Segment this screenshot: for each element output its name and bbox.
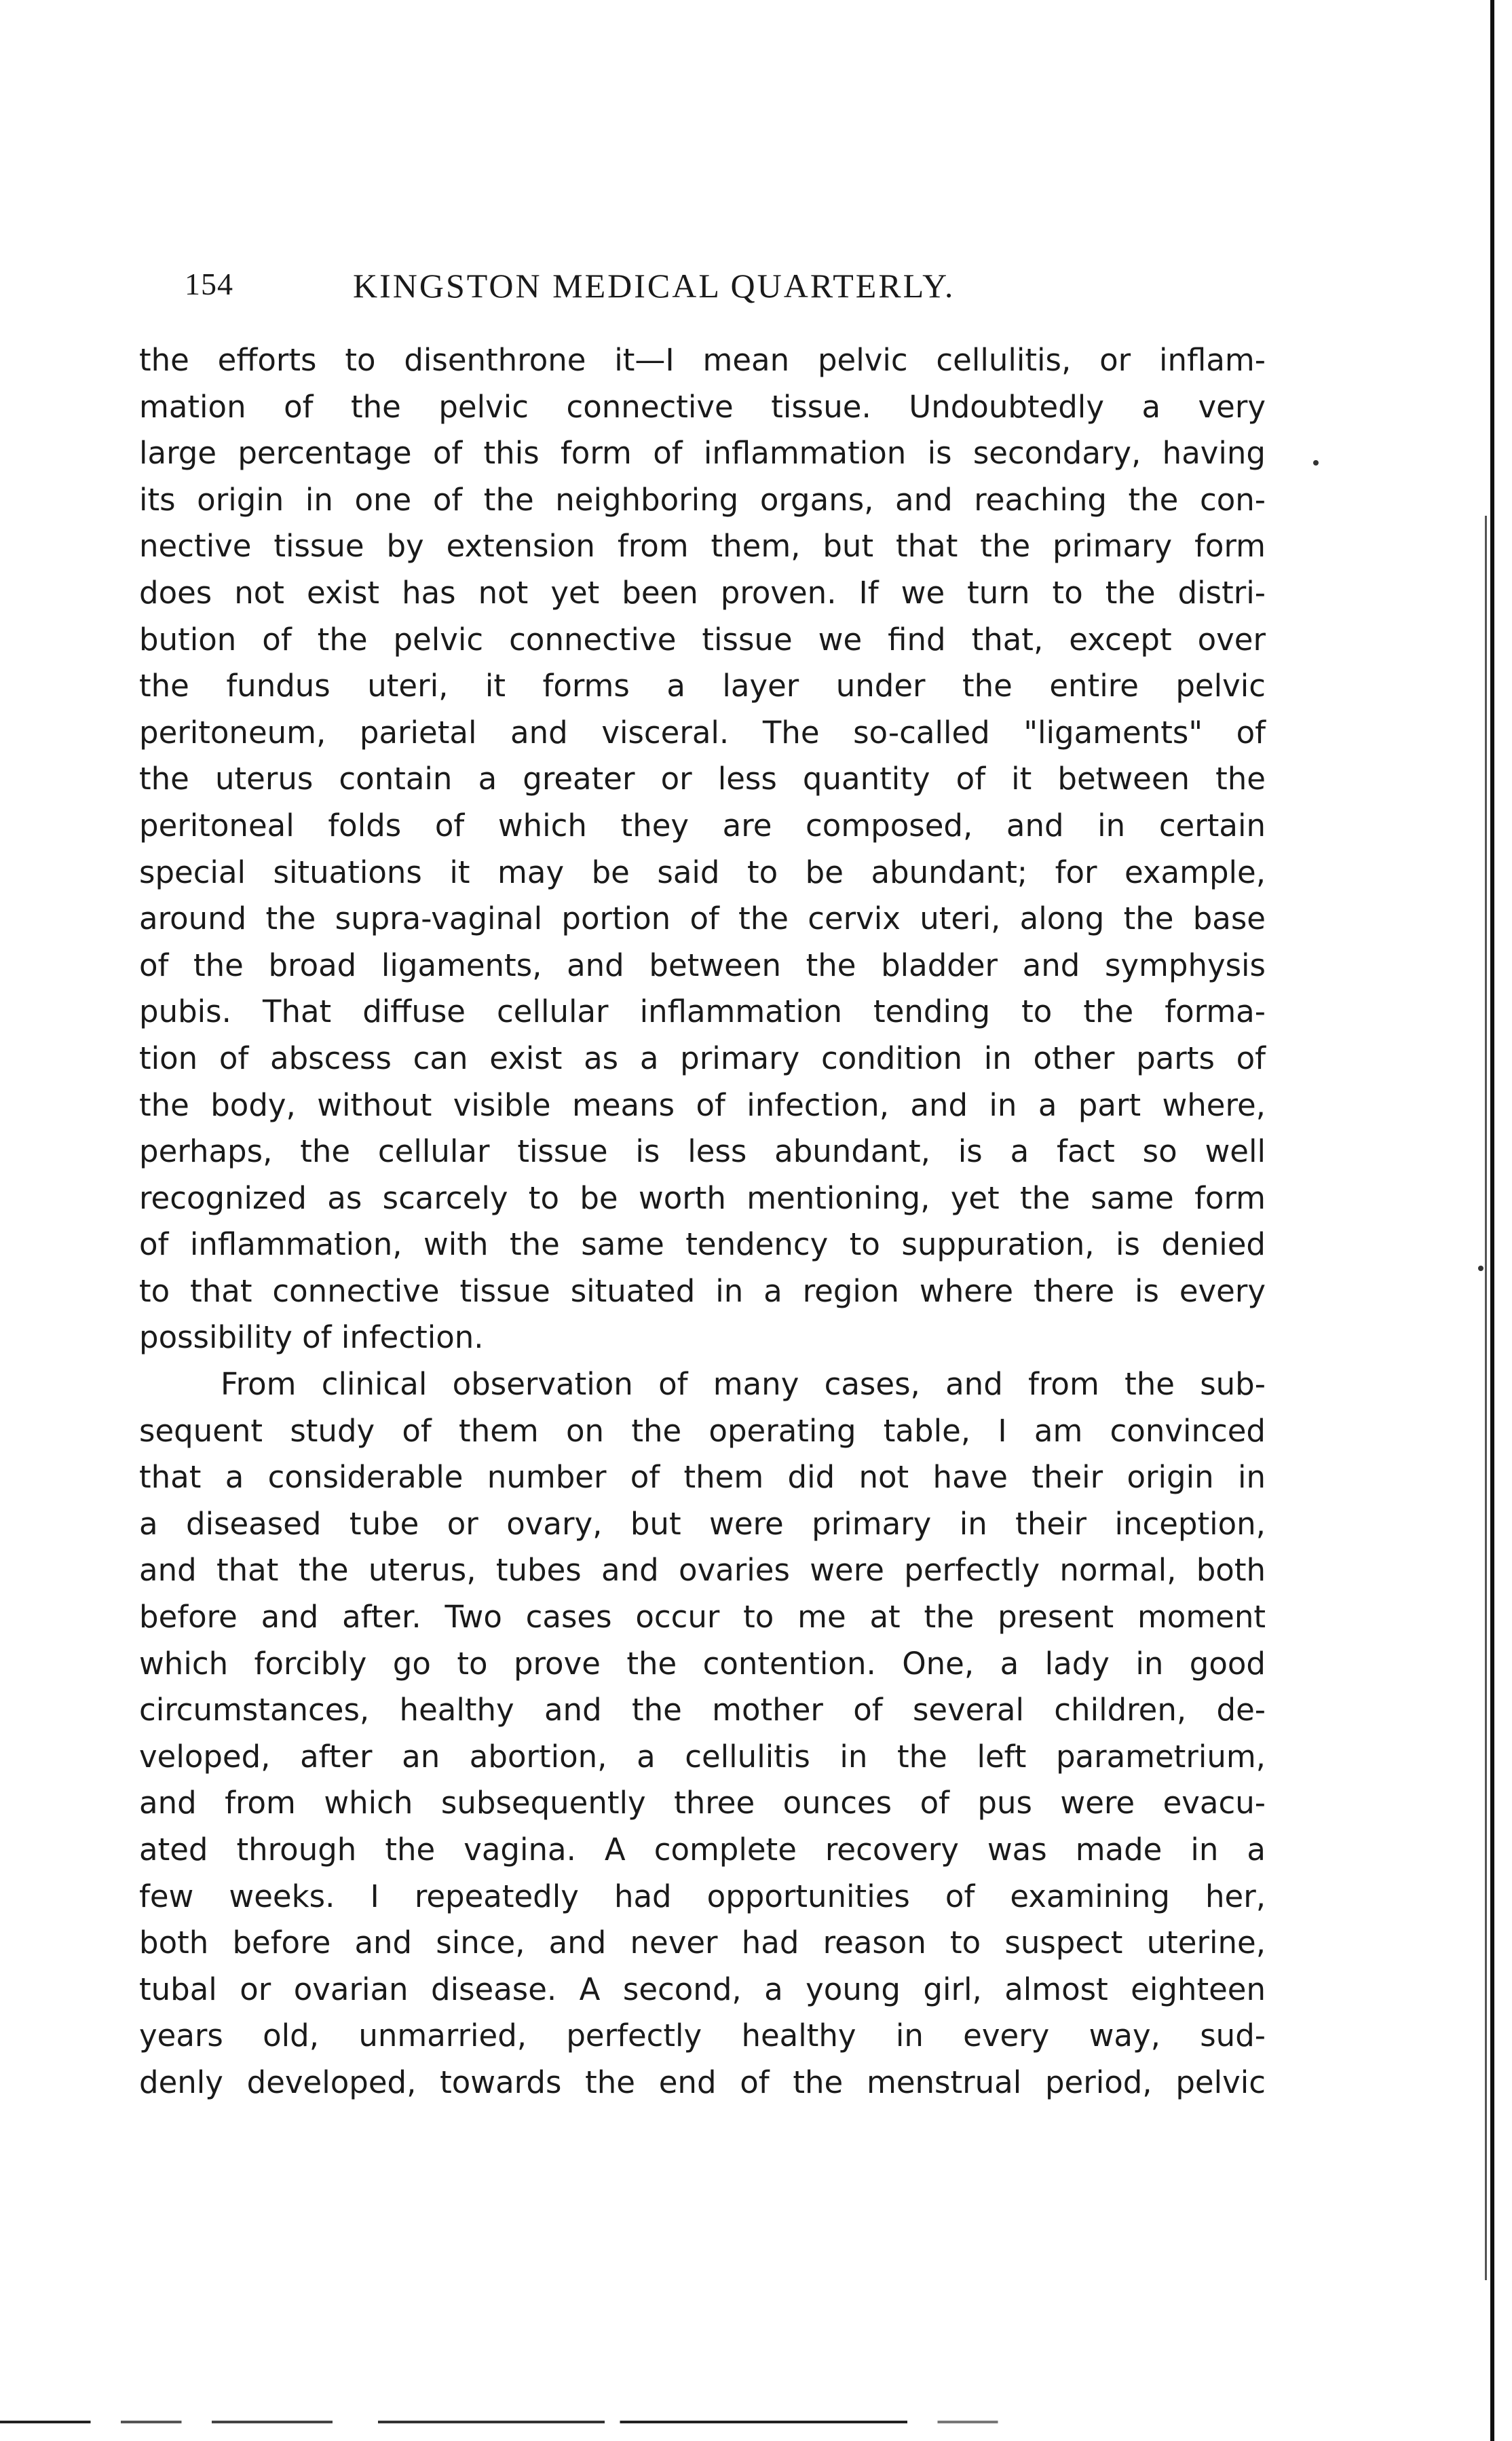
text-line: and from which subsequently three ounces of pus were evacu- — [139, 1785, 1266, 1821]
text-line: its origin in one of the neighboring organs, and reaching the con- — [139, 481, 1266, 518]
text-line: which forcibly go to prove the contention. One, a lady in good — [139, 1645, 1266, 1682]
text-line: tubal or ovarian disease. A second, a young girl, almost eighteen — [139, 1971, 1266, 2007]
text-line: of the broad ligaments, and between the bladder and symphysis — [139, 947, 1266, 983]
scan-bottom-edge — [0, 2421, 1512, 2423]
text-line: possibility of infection. — [139, 1319, 484, 1356]
text-line: both before and since, and never had reason to suspect uterine, — [139, 1925, 1266, 1961]
text-line: peritoneum, parietal and visceral. The so-called "ligaments" of — [139, 714, 1266, 751]
page-number: 154 — [185, 267, 233, 301]
text-line: From clinical observation of many cases, and from the sub- — [221, 1366, 1266, 1403]
text-line: few weeks. I repeatedly had opportunities of examining her, — [139, 1878, 1266, 1914]
text-line: and that the uterus, tubes and ovaries were perfectly normal, both — [139, 1552, 1266, 1589]
text-line: nective tissue by extension from them, but that the primary form — [139, 528, 1266, 565]
text-line: the efforts to disenthrone it—I mean pelvic cellulitis, or inflam- — [139, 342, 1266, 378]
text-line: years old, unmarried, perfectly healthy in every way, sud- — [139, 2018, 1266, 2054]
page-header — [185, 266, 1298, 307]
body-text — [139, 337, 1266, 2106]
scan-edge-shadow — [1485, 516, 1487, 2280]
text-line: bution of the pelvic connective tissue we find that, except over — [139, 621, 1266, 658]
text-line: before and after. Two cases occur to me at the present moment — [139, 1599, 1266, 1635]
text-line: does not exist has not yet been proven. If we turn to the distri- — [139, 574, 1266, 611]
text-line: the fundus uteri, it forms a layer under the entire pelvic — [139, 668, 1266, 704]
text-line: peritoneal folds of which they are composed, and in certain — [139, 807, 1266, 844]
text-line: denly developed, towards the end of the menstrual period, pelvic — [139, 2064, 1266, 2100]
paragraph-1 — [139, 337, 1266, 1361]
text-line: a diseased tube or ovary, but were primary in their inception, — [139, 1505, 1266, 1542]
text-line: special situations it may be said to be abundant; for example, — [139, 854, 1266, 890]
text-line: that a considerable number of them did not have their origin in — [139, 1459, 1266, 1496]
text-line: mation of the pelvic connective tissue. Undoubtedly a very — [139, 388, 1266, 425]
ink-speck — [1313, 460, 1319, 466]
ink-speck — [1478, 1266, 1483, 1271]
text-line: pubis. That diffuse cellular inflammation tending to the forma- — [139, 994, 1266, 1030]
text-line: the body, without visible means of infection, and in a part where, — [139, 1086, 1266, 1123]
text-line: tion of abscess can exist as a primary condition in other parts of — [139, 1040, 1266, 1076]
scan-edge-rule — [1490, 0, 1494, 2441]
text-line: large percentage of this form of inflammation is secondary, having — [139, 435, 1266, 472]
text-line: veloped, after an abortion, a cellulitis in the left parametrium, — [139, 1738, 1266, 1775]
text-line: recognized as scarcely to be worth mentioning, yet the same form — [139, 1179, 1266, 1216]
text-line: the uterus contain a greater or less quantity of it between the — [139, 761, 1266, 797]
text-line: to that connective tissue situated in a region where there is every — [139, 1272, 1266, 1309]
text-line: of inflammation, with the same tendency to suppuration, is denied — [139, 1226, 1266, 1263]
running-head: KINGSTON MEDICAL QUARTERLY. — [353, 267, 956, 305]
text-line: sequent study of them on the operating table, I am convinced — [139, 1412, 1266, 1449]
text-line: perhaps, the cellular tissue is less abundant, is a fact so well — [139, 1133, 1266, 1170]
text-line: circumstances, healthy and the mother of several children, de- — [139, 1692, 1266, 1728]
text-line: around the supra-vaginal portion of the cervix uteri, along the base — [139, 901, 1266, 937]
paragraph-2 — [139, 1361, 1266, 2106]
text-line: ated through the vagina. A complete recovery was made in a — [139, 1832, 1266, 1868]
